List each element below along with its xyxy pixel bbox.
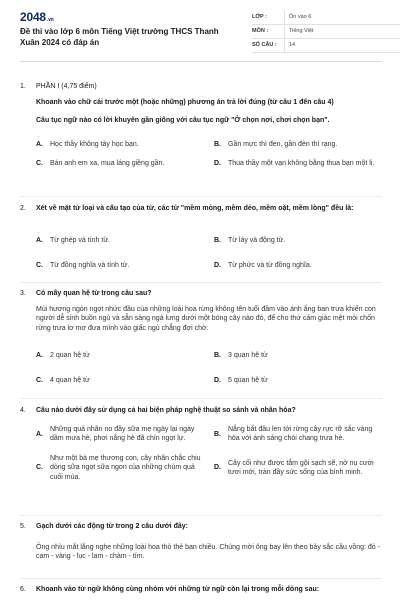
option-b[interactable]: B. Nắng bắt đầu len tới rừng cây rực rỡ sắc vàng hòa với ánh sáng chói chang trưa hè. [214, 426, 373, 443]
question-3-passage [20, 305, 382, 333]
meta-row-class [252, 11, 400, 25]
logo-tld: .vn [46, 17, 54, 23]
divider [20, 398, 382, 399]
question-2 [20, 204, 382, 213]
option-b[interactable]: B. Từ láy và động từ. [214, 237, 286, 244]
option-b[interactable]: B. 3 quan hệ từ [214, 352, 268, 359]
question-text: Có mấy quan hệ từ trong câu sau? [36, 290, 152, 297]
instruction-text: Khoanh vào chữ cái trước một (hoặc những) phương án trả lời đúng (từ câu 1 đến câu 4) [36, 99, 334, 106]
question-number: 4. [20, 407, 26, 414]
option-c[interactable]: C. Từ đồng nghĩa và tính từ. [36, 262, 130, 270]
question-number: 1. [20, 83, 26, 90]
question-number: 6. [20, 586, 26, 593]
option-a[interactable]: A. Học thầy không tày học bạn. [36, 141, 139, 148]
question-text: Gạch dưới các động từ trong 2 câu dưới đây: [36, 523, 188, 530]
question-1 [20, 82, 382, 91]
option-d[interactable]: D. Từ phức và từ đồng nghĩa. [214, 262, 312, 270]
question-1-instruction [20, 98, 382, 107]
question-6 [20, 585, 382, 594]
site-logo[interactable] [20, 9, 54, 25]
divider [20, 282, 382, 283]
option-c[interactable]: C. Như một bà mẹ thương con, cây nhãn chắc chiu dòng sữa ngọt sữa ngon của những chùm quả cuối mùa. [36, 454, 201, 481]
question-number: 2. [20, 205, 26, 212]
question-3 [20, 289, 382, 298]
meta-key: MÔN : [252, 27, 269, 34]
meta-row-subject [252, 25, 400, 39]
question-number: 5. [20, 523, 26, 530]
option-a[interactable]: A. Những quả nhãn no đầy sữa mẹ ngày lại ngày dầm mưa hè, phơi nắng hè đã chín ngọt lự. [36, 426, 195, 443]
question-2-options [20, 236, 382, 271]
meta-row-count [252, 39, 400, 53]
question-text: Câu nào dưới đây sử dụng cả hai biện pháp nghệ thuật so sánh và nhân hóa? [36, 407, 296, 414]
meta-value: Ôn vào 6 [284, 11, 311, 24]
meta-key: LỚP : [252, 13, 267, 20]
question-text: Xét về mặt từ loại và cấu tạo của từ, các từ "mềm mỏng, mềm dẻo, mềm oặt, mềm lòng" đều là: [36, 205, 354, 212]
option-d[interactable]: D. Thua thầy một vạn không bằng thua bạn một li. [214, 160, 375, 168]
option-d[interactable]: D. Cây cối như được tắm gội sạch sẽ, nở nụ cười tươi mới, tràn đầy sức sống của bình minh. [214, 459, 374, 477]
option-a[interactable]: A. Từ ghép và tính từ. [36, 237, 110, 244]
document-title: Đề thi vào lớp 6 môn Tiếng Việt trường THCS Thanh Xuân 2024 có đáp án [20, 27, 219, 47]
passage-text: Ông nhìu mắt lắng nghe những loài hoa thỏ thẻ ban chiều. Chúng mời ông bay lên theo bảy sắc cầu vồng: đỏ - cam - vàng - lục - lam - chàm - tím. [36, 544, 380, 561]
question-4-options [20, 425, 382, 482]
question-text: Khoanh vào từ ngữ không cùng nhóm với những từ ngữ còn lại trong mỗi dòng sau: [36, 586, 320, 593]
option-c[interactable]: C. 4 quan hệ từ [36, 377, 90, 385]
question-1-options [20, 140, 382, 169]
meta-value: 14 [284, 39, 295, 52]
option-c[interactable]: C. Bán anh em xa, mua láng giềng gần. [36, 160, 165, 168]
section-title: PHẦN I (4,75 điểm) [36, 83, 97, 90]
question-5-passage [20, 543, 382, 562]
question-text: Câu tục ngữ nào có lời khuyên gần giống với câu tục ngữ "Ở chọn nơi, chơi chọn bạn". [36, 117, 330, 124]
document-meta [252, 11, 400, 53]
option-d[interactable]: D. 5 quan hệ từ [214, 377, 268, 385]
option-b[interactable]: B. Gần mực thì đen, gần đèn thì rạng. [214, 141, 338, 148]
option-a[interactable]: A. 2 quan hệ từ [36, 352, 90, 359]
passage-text: Mùi hương ngòn ngọt nhức đầu của những loài hoa rừng không tên tuổi đầm vào ánh ắng ban trưa khiến con người dễ sinh buồn ngủ và sẵn sàng ngả lưng dưới một bóng cây nào đó, để cho thứ cảm giác mệt mỏi chốn rừng trưa lơ mơ đưa mình vào giấc ngủ chẳng đợi chờ. [36, 306, 376, 332]
question-4 [20, 406, 382, 415]
question-number: 3. [20, 290, 26, 297]
divider [20, 578, 382, 579]
divider [20, 515, 382, 516]
divider [20, 196, 382, 197]
meta-value: Tiếng Việt [284, 25, 313, 38]
meta-key: SỐ CÂU : [252, 41, 277, 48]
document-header [20, 0, 382, 62]
question-5 [20, 522, 382, 531]
question-3-options [20, 351, 382, 386]
question-1-prompt [20, 116, 382, 125]
logo-text: 2048 [20, 10, 46, 24]
